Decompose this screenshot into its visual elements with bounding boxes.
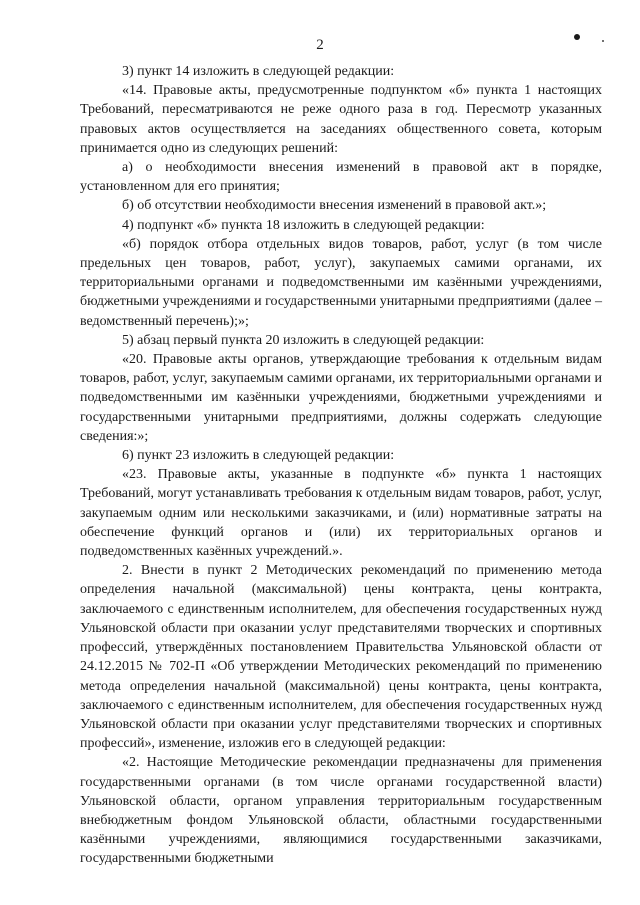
- paragraph-clause-2-new: «2. Настоящие Методические рекомендации предназначены для применения государственными органами (в том числе органами государственной власти) Ульяновской области, органом управления территориальным государственным внебюджетным фондом Ульяновской области, областными государственными казёнными учреждениями, являющимися государственными заказчиками, государственными бюджетными: [80, 755, 602, 867]
- paragraph-clause-20: «20. Правовые акты органов, утверждающие требования к отдельным видам товаров, работ, услуг, закупаемым самими органами, их территориальными органами и подведомственными им казённыки учреждениями, бюджетными учреждениями и государственными унитарными предприятиями, должны содержать следующие сведения:»;: [80, 352, 602, 444]
- paragraph-item-6: 6) пункт 23 изложить в следующей редакции:: [122, 448, 395, 464]
- paragraph-option-a: а) о необходимости внесения изменений в правовой акт в порядке, установленном для его принятия;: [80, 160, 602, 195]
- paragraph-subclause-b: «б) порядок отбора отдельных видов товаров, работ, услуг (в том числе предельных цен товаров, работ, услуг), закупаемых самими органами, их территориальными органами и подведомственными им казёнными учреждениями, бюджетными учреждениями и государственными унитарными предприятиями (далее – ведомственный перечень);»;: [80, 236, 602, 329]
- paragraph-section-2: 2. Внести в пункт 2 Методических рекомендаций по применению метода определения начальной (максимальной) цены контракта, цены контракта, заключаемого с единственным исполнителем, для обеспечения государственных нужд Ульяновской области при оказании услуг представителями творческих и спортивных профессий, утверждённых постановлением Правительства Ульяновской области от 24.12.2015 № 702-П «Об утверждении Методических рекомендаций по применению метода определения начальной (максимальной) цены контракта, цены контракта, заключаемого с единственным исполнителем, для обеспечения государственных нужд Ульяновской области при оказании услуг представителями творческих и спортивных профессий», изменение, изложив его в следующей редакции:: [80, 563, 602, 752]
- page-number: 2: [316, 37, 324, 53]
- paragraph-option-b: б) об отсутствии необходимости внесения изменений в правовой акт.»;: [122, 198, 547, 214]
- paragraph-item-4: 4) подпункт «б» пункта 18 изложить в следующей редакции:: [122, 217, 485, 233]
- ink-dot: [602, 40, 604, 42]
- paragraph-clause-23: «23. Правовые акты, указанные в подпункте «б» пункта 1 настоящих Требований, могут устанавливать требования к отдельным видам товаров, работ, услуг, закупаемым одним или несколькими заказчиками, и (или) нормативные затраты на обеспечение функций органов и (или) их территориальных органов и подведомственных казённых учреждений.».: [80, 467, 602, 560]
- document-body: [80, 62, 602, 869]
- paragraph-item-5: 5) абзац первый пункта 20 изложить в следующей редакции:: [122, 332, 485, 348]
- ink-mark: [574, 34, 580, 40]
- paragraph-item-3: 3) пункт 14 изложить в следующей редакции:: [122, 64, 395, 79]
- paragraph-clause-14: «14. Правовые акты, предусмотренные подпунктом «б» пункта 1 настоящих Требований, пересматриваются не реже одного раза в год. Пересмотр указанных правовых актов осуществляется на заседаниях общественного совета, которым принимается одно из следующих решений:: [80, 83, 602, 156]
